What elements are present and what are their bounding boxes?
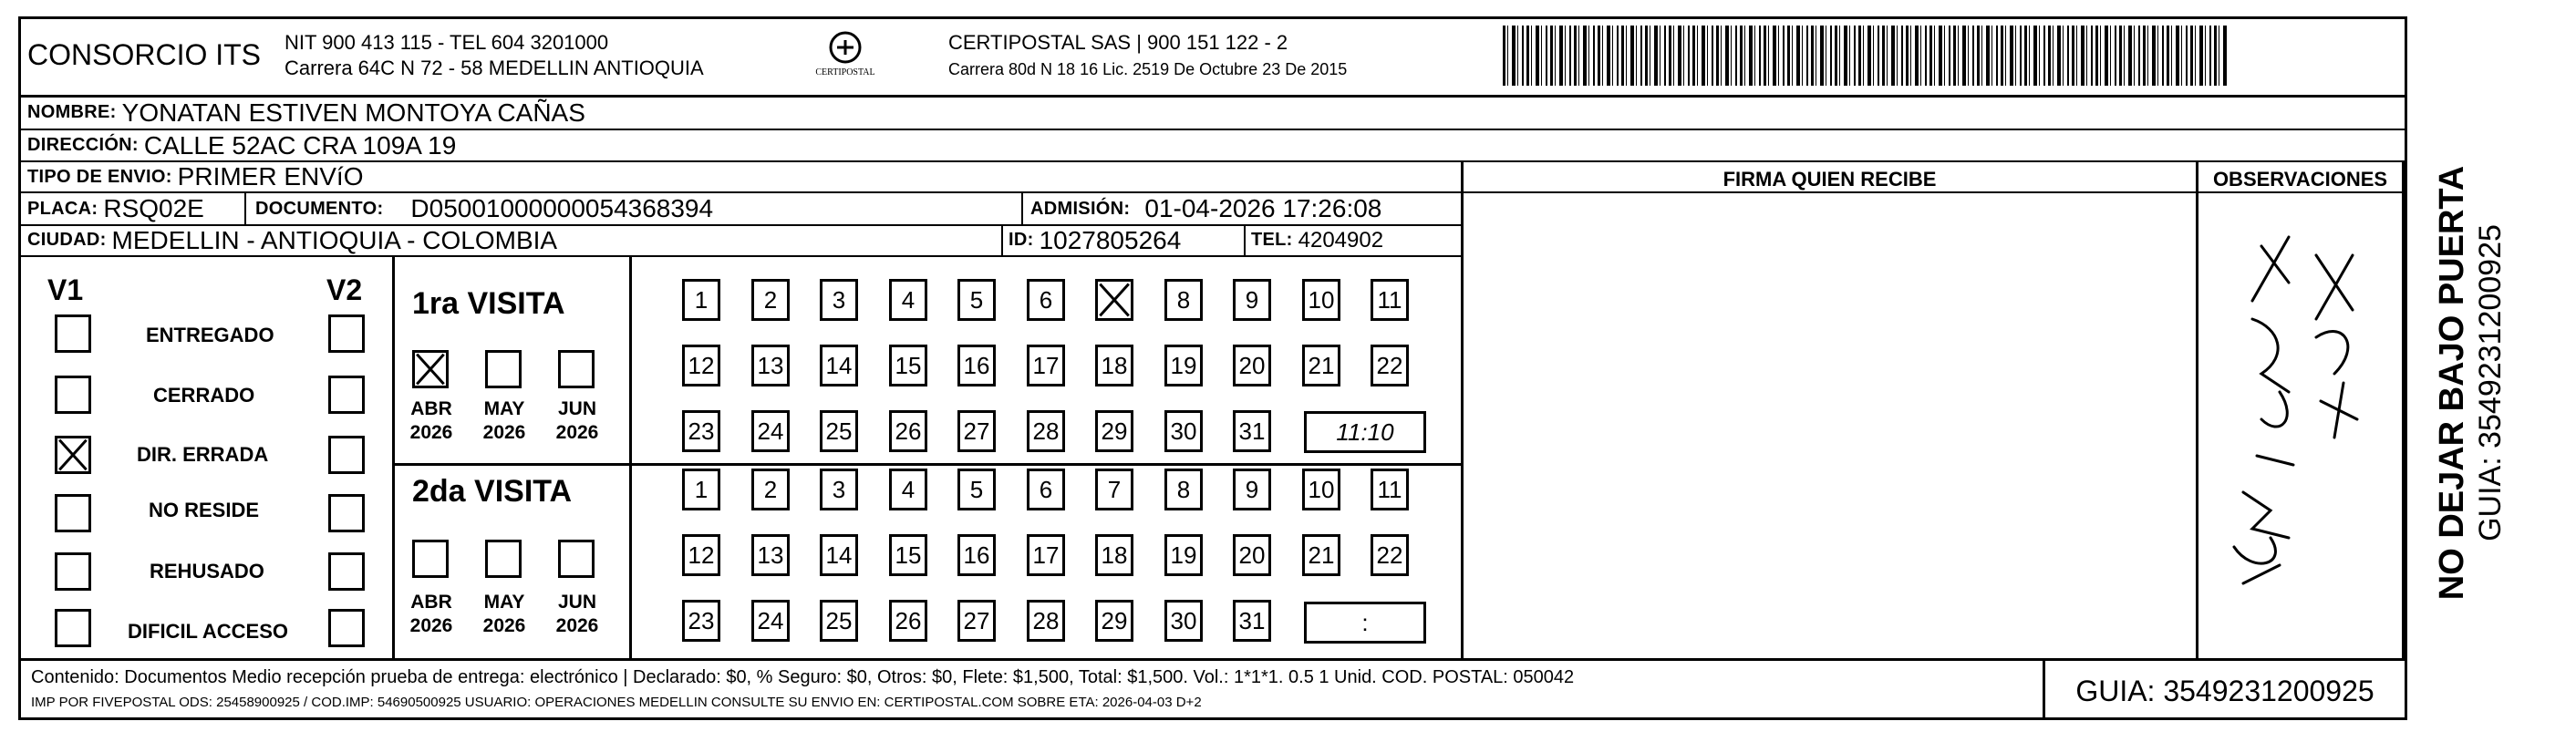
visit2-month-may-checkbox[interactable] (485, 540, 522, 578)
visit1-month-jun-checkbox[interactable] (558, 350, 595, 388)
v1days-day-box[interactable]: 21 (1302, 345, 1340, 386)
footer-content: Contenido: Documentos Medio recepción prueba de entrega: electrónico | Declarado: $0, % Seguro: $0, Otros: $0, Flete: $1,500, Total: $1,500. Vol.: 1*1*1. 0.5 1 Unid. COD. POSTAL: 050042 (31, 667, 1575, 687)
v2days-day-box[interactable]: 21 (1302, 534, 1340, 576)
v1days-day-box[interactable]: 14 (820, 345, 858, 386)
visit1-month-abr-checkbox[interactable] (412, 350, 449, 388)
v2days-day-box[interactable]: 31 (1233, 600, 1271, 642)
v2days-day-box[interactable]: 5 (957, 469, 996, 510)
v1days-day-box[interactable]: 10 (1302, 279, 1340, 321)
v1-dificil-acceso-checkbox[interactable] (55, 609, 91, 647)
v2-dificil-acceso-checkbox[interactable] (328, 609, 365, 647)
observaciones-header: OBSERVACIONES (2212, 168, 2388, 191)
v2days-day-box[interactable]: 9 (1233, 469, 1271, 510)
visit2-month-abr: ABR 2026 (409, 592, 453, 636)
v1days-day-box[interactable]: 3 (820, 279, 858, 321)
v1days-day-box[interactable]: 31 (1233, 410, 1271, 452)
v1days-day-box[interactable]: 2 (751, 279, 790, 321)
v1days-day-box[interactable]: 20 (1233, 345, 1271, 386)
v2days-day-box[interactable]: 2 (751, 469, 790, 510)
v1days-day-box[interactable]: 19 (1164, 345, 1203, 386)
visit2-time-box[interactable]: : (1304, 602, 1426, 644)
v2days-day-box[interactable]: 24 (751, 600, 790, 642)
carrier-address: Carrera 80d N 18 16 Lic. 2519 De Octubre 23 De 2015 (948, 60, 1348, 78)
v1days-day-box[interactable]: 4 (889, 279, 927, 321)
visit1-month-may-checkbox[interactable] (485, 350, 522, 388)
v2days-day-box[interactable]: 1 (682, 469, 720, 510)
tipo-envio-row: TIPO DE ENVIO: PRIMER ENVíO (27, 162, 364, 191)
v2days-day-box[interactable]: 25 (820, 600, 858, 642)
v2days-day-box[interactable]: 27 (957, 600, 996, 642)
v2days-day-box[interactable]: 8 (1164, 469, 1203, 510)
company-nit: NIT 900 413 115 - TEL 604 3201000 (284, 31, 609, 54)
v1days-day-box[interactable]: 15 (889, 345, 927, 386)
v1days-day-box[interactable]: 28 (1027, 410, 1065, 452)
visit2-title: 2da VISITA (412, 474, 573, 509)
v2-no-reside-checkbox[interactable] (328, 494, 365, 532)
admision-cell: ADMISIÓN: 01-04-2026 17:26:08 (1030, 194, 1382, 222)
v2-cerrado-checkbox[interactable] (328, 376, 365, 414)
v1-dir-errada-checkbox[interactable] (55, 436, 91, 474)
v1days-day-box[interactable]: 23 (682, 410, 720, 452)
v1days-day-box[interactable]: 13 (751, 345, 790, 386)
v1-no-reside-checkbox[interactable] (55, 494, 91, 532)
firma-header: FIRMA QUIEN RECIBE (1723, 168, 1937, 191)
v1days-day-box[interactable]: 30 (1164, 410, 1203, 452)
footer-print-info: IMP POR FIVEPOSTAL ODS: 25458900925 / COD.IMP: 54690500925 USUARIO: OPERACIONES MEDELLIN CONSULTE SU ENVIO EN: CERTIPOSTAL.COM SOBRE ETA: 2026-04-03 D+2 (31, 695, 1202, 710)
visit1-time-box[interactable]: 11:10 (1304, 411, 1426, 453)
v2-dir-errada-checkbox[interactable] (328, 436, 365, 474)
visit1-month-may: MAY 2026 (482, 398, 526, 443)
status-cerrado: CERRADO (153, 384, 255, 407)
v2days-day-box[interactable]: 3 (820, 469, 858, 510)
certipostal-logo (804, 27, 886, 82)
visit2-month-jun: JUN 2026 (555, 592, 599, 636)
visit1-title: 1ra VISITA (412, 286, 565, 321)
v1days-day-box[interactable]: 5 (957, 279, 996, 321)
v1days-day-box[interactable]: 1 (682, 279, 720, 321)
tel-cell: TEL: 4204902 (1251, 227, 1384, 252)
visit2-month-abr-checkbox[interactable] (412, 540, 449, 578)
v2days-day-box[interactable]: 23 (682, 600, 720, 642)
v1days-day-box[interactable]: 17 (1027, 345, 1065, 386)
status-dificil-acceso: DIFICIL ACCESO (128, 620, 289, 643)
id-cell: ID: 1027805264 (1009, 225, 1182, 254)
v1days-day-box[interactable]: 22 (1371, 345, 1409, 386)
v1-entregado-checkbox[interactable] (55, 314, 91, 353)
nombre-row: NOMBRE: YONATAN ESTIVEN MONTOYA CAÑAS (27, 98, 585, 127)
v1days-day-box[interactable]: 24 (751, 410, 790, 452)
handwritten-note (2207, 219, 2398, 620)
status-dir-errada: DIR. ERRADA (137, 443, 269, 466)
v2days-day-box[interactable]: 4 (889, 469, 927, 510)
status-entregado: ENTREGADO (146, 324, 274, 346)
v2days-day-box[interactable]: 19 (1164, 534, 1203, 576)
v1days-day-box[interactable]: 12 (682, 345, 720, 386)
v2days-day-box[interactable]: 17 (1027, 534, 1065, 576)
visit1-month-abr: ABR 2026 (409, 398, 453, 443)
v2-label: V2 (326, 273, 363, 306)
v2days-day-box[interactable]: 12 (682, 534, 720, 576)
svg-text:CERTIPOSTAL: CERTIPOSTAL (815, 67, 875, 77)
status-no-reside: NO RESIDE (149, 499, 260, 521)
v1days-day-box[interactable]: 27 (957, 410, 996, 452)
documento-cell: DOCUMENTO: D05001000000054368394 (255, 194, 714, 222)
side-guia: GUIA: 3549231200925 (2473, 224, 2508, 541)
v1days-day-box[interactable]: 9 (1233, 279, 1271, 321)
v1days-day-box[interactable] (1095, 279, 1133, 321)
visit2-month-jun-checkbox[interactable] (558, 540, 595, 578)
carrier-name: CERTIPOSTAL SAS | 900 151 122 - 2 (948, 31, 1288, 54)
v2-rehusado-checkbox[interactable] (328, 552, 365, 591)
v1-label: V1 (47, 273, 84, 306)
v2days-day-box[interactable]: 20 (1233, 534, 1271, 576)
v1days-day-box[interactable]: 11 (1371, 279, 1409, 321)
v1-cerrado-checkbox[interactable] (55, 376, 91, 414)
v2days-day-box[interactable]: 6 (1027, 469, 1065, 510)
v1days-day-box[interactable]: 16 (957, 345, 996, 386)
v2days-day-box[interactable]: 30 (1164, 600, 1203, 642)
v2days-day-box[interactable]: 28 (1027, 600, 1065, 642)
v2days-day-box[interactable]: 11 (1371, 469, 1409, 510)
ciudad-cell: CIUDAD: MEDELLIN - ANTIOQUIA - COLOMBIA (27, 225, 558, 254)
v2-entregado-checkbox[interactable] (328, 314, 365, 353)
v2days-day-box[interactable]: 13 (751, 534, 790, 576)
v2days-day-box[interactable]: 15 (889, 534, 927, 576)
company-name: CONSORCIO ITS (27, 38, 262, 71)
v1days-day-box[interactable]: 6 (1027, 279, 1065, 321)
v1days-day-box[interactable]: 25 (820, 410, 858, 452)
direccion-row: DIRECCIÓN: CALLE 52AC CRA 109A 19 (27, 130, 457, 160)
v2days-day-box[interactable]: 7 (1095, 469, 1133, 510)
placa-cell: PLACA: RSQ02E (27, 194, 204, 222)
status-rehusado: REHUSADO (150, 560, 264, 582)
v2days-day-box[interactable]: 16 (957, 534, 996, 576)
v1days-day-box[interactable]: 29 (1095, 410, 1133, 452)
v1-rehusado-checkbox[interactable] (55, 552, 91, 591)
side-warning: NO DEJAR BAJO PUERTA (2433, 165, 2471, 601)
visit2-month-may: MAY 2026 (482, 592, 526, 636)
barcode (1503, 26, 2229, 86)
visit1-month-jun: JUN 2026 (555, 398, 599, 443)
v1days-day-box[interactable]: 18 (1095, 345, 1133, 386)
v1days-day-box[interactable]: 26 (889, 410, 927, 452)
v2days-day-box[interactable]: 29 (1095, 600, 1133, 642)
company-address: Carrera 64C N 72 - 58 MEDELLIN ANTIOQUIA (284, 57, 704, 79)
v1days-day-box[interactable]: 8 (1164, 279, 1203, 321)
v2days-day-box[interactable]: 22 (1371, 534, 1409, 576)
v2days-day-box[interactable]: 18 (1095, 534, 1133, 576)
v2days-day-box[interactable]: 10 (1302, 469, 1340, 510)
footer-guia: GUIA: 3549231200925 (2075, 675, 2374, 707)
v2days-day-box[interactable]: 14 (820, 534, 858, 576)
v2days-day-box[interactable]: 26 (889, 600, 927, 642)
